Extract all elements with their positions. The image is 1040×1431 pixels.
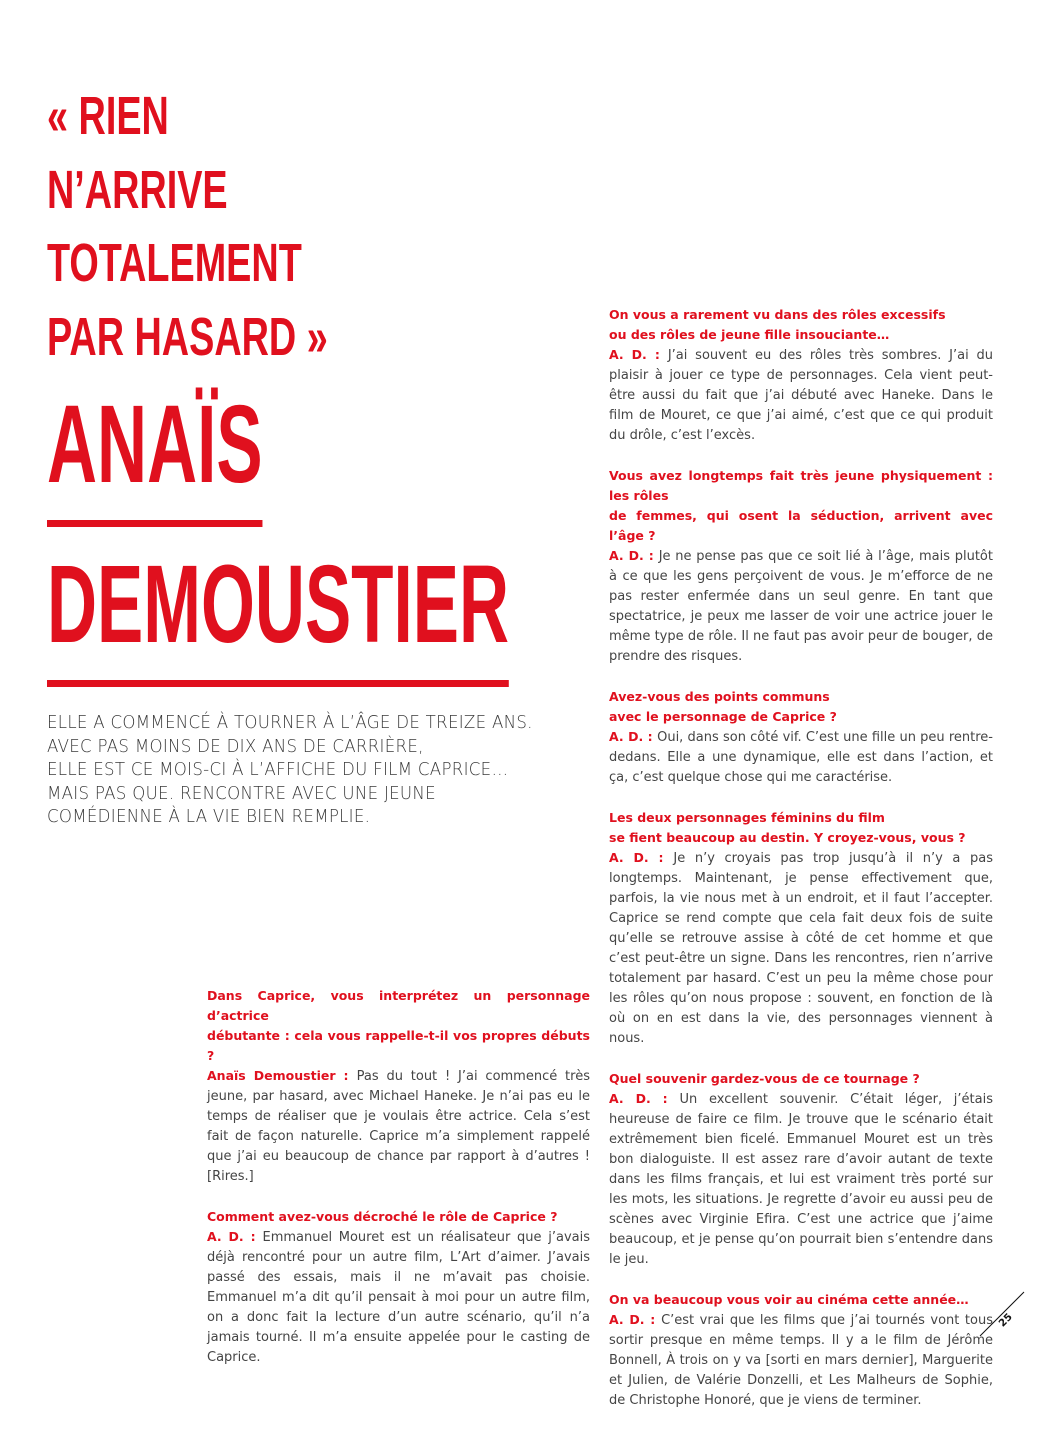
headline-quote — [47, 80, 328, 374]
question-line: Avez-vous des points communs — [609, 689, 830, 704]
question-line: On va beaucoup vous voir au cinéma cette année… — [609, 1292, 969, 1307]
answer-text: Oui, dans son côté vif. C’est une fille un peu rentre-dedans. Elle a une dynamique, elle est dans l’action, et ça, c’est quelque chose qui me caractérise. — [609, 730, 993, 785]
answer-text: Je ne pense pas que ce soit lié à l’âge, mais plutôt à ce que les gens perçoivent de vous. Je m’efforce de ne pas rester enfermée dans un seul genre. En tant que spectatrice, je peux me lasser de voir une actrice jouer le même type de rôle. Il ne faut pas avoir peur de bouger, de prendre des risques. — [609, 549, 993, 664]
question-line: Dans Caprice, vous interprétez un personnage d’actrice — [207, 988, 590, 1023]
quote-line: « RIEN — [47, 86, 169, 146]
qa-block — [609, 1290, 993, 1411]
question-line: avec le personnage de Caprice ? — [609, 709, 837, 724]
qa-block — [609, 1069, 993, 1270]
question-line: se fient beaucoup au destin. Y croyez-vous, vous ? — [609, 830, 966, 845]
question-line: ou des rôles de jeune fille insouciante… — [609, 327, 890, 342]
speaker-label: A. D. : — [207, 1229, 263, 1244]
question-line: Vous avez longtemps fait très jeune physiquement : les rôles — [609, 468, 993, 503]
question — [609, 808, 993, 848]
speaker-label: Anaïs Demoustier : — [207, 1068, 357, 1083]
intro-line: AVEC PAS MOINS DE DIX ANS DE CARRIÈRE, — [47, 736, 424, 757]
question-line: Les deux personnages féminins du film — [609, 810, 885, 825]
right-column — [609, 305, 993, 1431]
intro-line: ELLE A COMMENCÉ À TOURNER À L’ÂGE DE TREIZE ANS. — [47, 713, 533, 733]
question-line: de femmes, qui osent la séduction, arrivent avec l’âge ? — [609, 508, 993, 543]
qa-block — [609, 808, 993, 1049]
qa-block — [609, 466, 993, 667]
intro-line: ELLE EST CE MOIS-CI À L’AFFICHE DU FILM CAPRICE… — [47, 760, 509, 780]
answer-text: C’est vrai que les films que j’ai tournés vont tous sortir presque en même temps. Il y a le film de Jérôme Bonnell, À trois on y va [sorti en mars dernier], Marguerite et Julien, de Valérie Donzelli, et Les Malheurs de Sophie, de Christophe Honoré, que je viens de terminer. — [609, 1313, 993, 1408]
intro-line: MAIS PAS QUE. RENCONTRE AVEC UNE JEUNE — [47, 783, 436, 804]
question-line: débutante : cela vous rappelle-t-il vos propres débuts ? — [207, 1028, 590, 1063]
qa-block — [609, 687, 993, 788]
answer-text: Je n’y croyais pas trop jusqu’à il n’y a pas longtemps. Maintenant, je pense effectivement que, parfois, la vie nous met à un endroit, et il faut l’accepter. Caprice se rend compte que cela fait deux fois de suite qu’elle se retrouve assise à côté de cet homme et que c’est peut-être un signe. Dans les rencontres, rien n’arrive totalement par hasard. C’est un peu la même chose pour les rôles qu’on nous propose : souvent, en fonction de là où on en est dans la vie, des personnages viennent à nous. — [609, 851, 993, 1046]
quote-line: PAR HASARD » — [47, 306, 328, 367]
qa-block — [207, 1207, 590, 1368]
qa-block — [609, 305, 993, 446]
answer-text: Pas du tout ! J’ai commencé très jeune, par hasard, avec Michael Haneke. Je n’ai pas eu le temps de réaliser que je voulais être actrice. Cela s’est fait de façon naturelle. Caprice m’a simplement rappelé que j’ai eu beaucoup de chance par rapport à d’autres ! [Rires.] — [207, 1069, 590, 1184]
answer-text: Un excellent souvenir. C’était léger, j’étais heureuse de faire ce film. Je trouve que le scénario était extrêmement bien ficelé. Emmanuel Mouret est un très bon dialoguiste. Il est assez rare d’avoir autant de texte dans les films français, et lui est vraiment très porté sur les mots, les situations. Je regrette d’avoir eu aussi peu de scènes avec Virginie Efira. C’est une actrice que j’aime beaucoup, et je pense qu’on pourrait bien s’entendre dans le jeu. — [609, 1092, 993, 1267]
question-line: Quel souvenir gardez-vous de ce tournage ? — [609, 1071, 920, 1086]
speaker-label: A. D. : — [609, 850, 674, 865]
speaker-label: A. D. : — [609, 1312, 662, 1327]
speaker-label: A. D. : — [609, 1091, 680, 1106]
intro-paragraph — [47, 712, 560, 830]
question — [609, 687, 993, 727]
speaker-label: A. D. : — [609, 347, 668, 362]
qa-block — [207, 986, 590, 1187]
question — [609, 466, 993, 546]
speaker-label: A. D. : — [609, 548, 659, 563]
page-number: 25 — [997, 1311, 1015, 1330]
speaker-label: A. D. : — [609, 729, 658, 744]
left-column — [207, 986, 590, 1388]
intro-line: COMÉDIENNE À LA VIE BIEN REMPLIE. — [47, 807, 371, 827]
question-line: On vous a rarement vu dans des rôles excessifs — [609, 307, 946, 322]
question — [609, 1069, 993, 1089]
question — [609, 1290, 993, 1310]
quote-line: TOTALEMENT — [47, 233, 302, 293]
quote-line: N’ARRIVE — [47, 159, 228, 220]
answer-text: Emmanuel Mouret est un réalisateur que j’avais déjà rencontré pour un autre film, L’Art d’aimer. J’avais passé des essais, mais il ne m’avait pas choisie. Emmanuel m’a dit qu’il pensait à moi pour un autre film, on a donc fait la lecture d’un autre scénario, qu’il n’a jamais tourné. Il m’a ensuite appelée pour le casting de Caprice. — [207, 1230, 590, 1365]
name-first: ANAÏS — [47, 372, 263, 527]
answer-text: J’ai souvent eu des rôles très sombres. J’ai du plaisir à jouer ce type de personnages. Cela vient peut-être aussi du fait que j’ai débuté avec Haneke. Dans le film de Mouret, ce que j’ai aimé, c’est que ce qui produit du drôle, c’est l’excès. — [609, 348, 993, 443]
page-number-slash-icon — [978, 1290, 1026, 1338]
name-last: DEMOUSTIER — [47, 532, 509, 687]
question — [609, 305, 993, 345]
question — [207, 1207, 590, 1227]
question — [207, 986, 590, 1066]
question-line: Comment avez-vous décroché le rôle de Caprice ? — [207, 1209, 558, 1224]
headline-name — [47, 372, 509, 687]
